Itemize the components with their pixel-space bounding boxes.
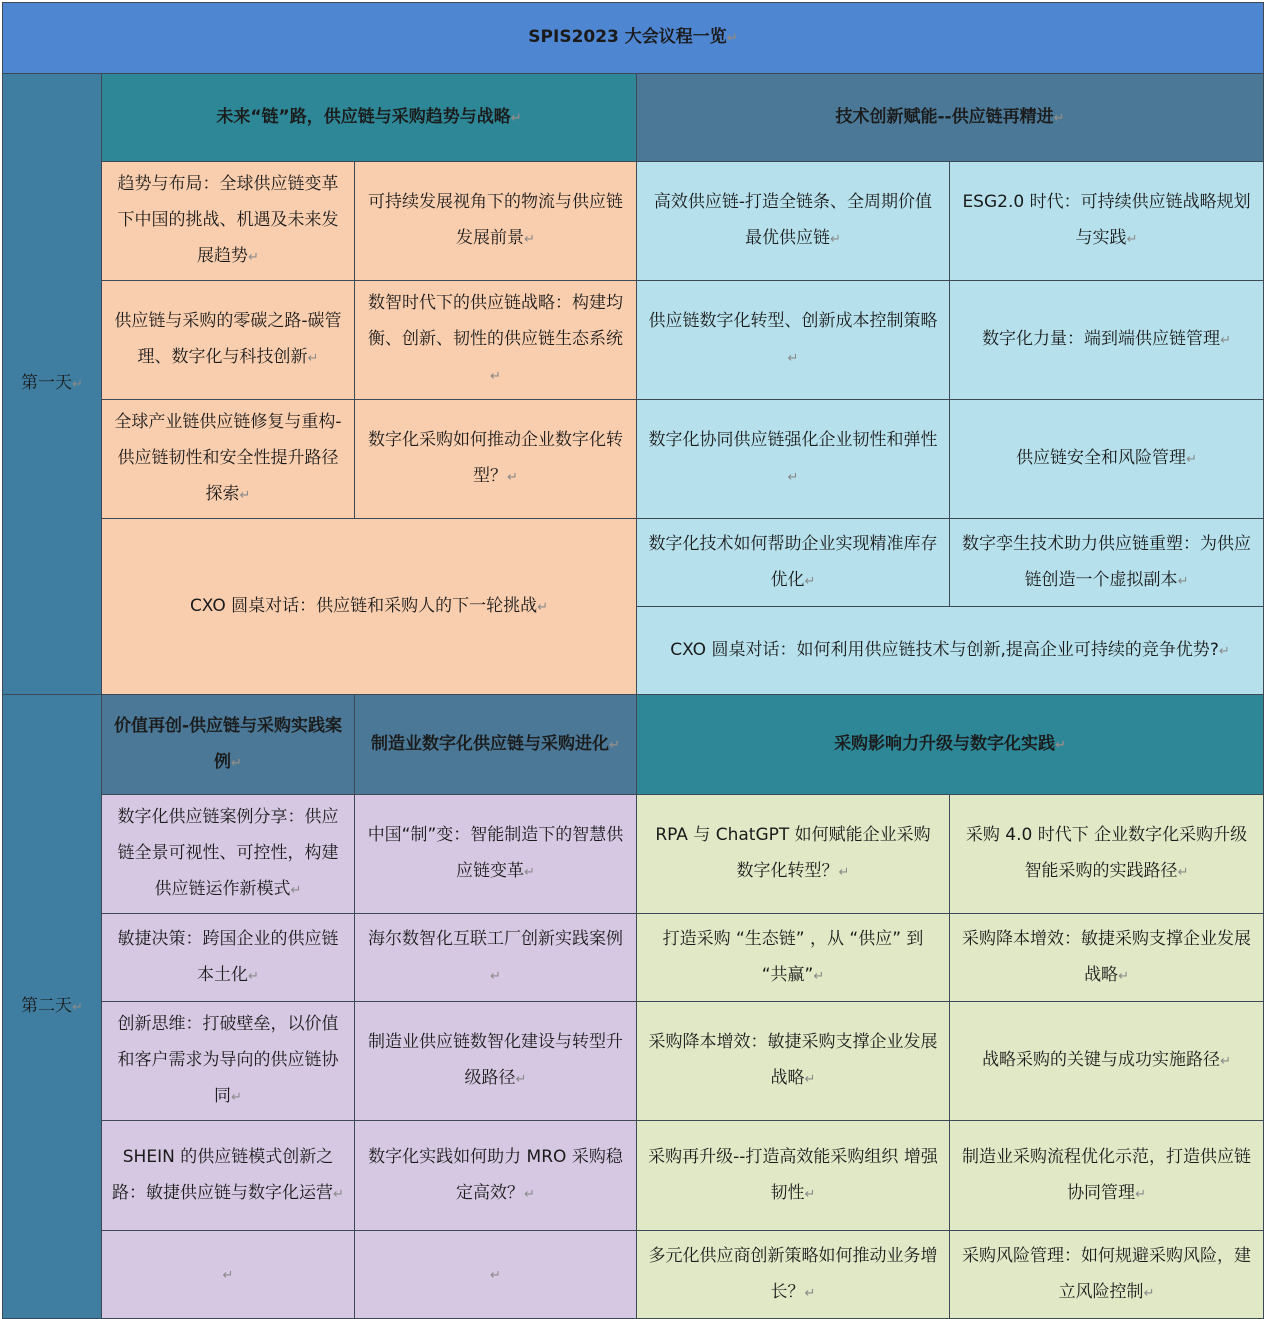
day-one-label: 第一天↵: [3, 74, 102, 695]
day-two-label: 第二天↵: [3, 695, 102, 1319]
session-cell: 制造业供应链数智化建设与转型升级路径↵: [355, 1002, 637, 1121]
session-cell: 数字化协同供应链强化企业韧性和弹性↵: [637, 400, 950, 519]
session-cell: 采购 4.0 时代下 企业数字化采购升级智能采购的实践路径↵: [950, 795, 1264, 914]
track-header-procurement: 采购影响力升级与数字化实践↵: [637, 695, 1264, 795]
session-cell: RPA 与 ChatGPT 如何赋能企业采购数字化转型？↵: [637, 795, 950, 914]
session-cell: 创新思维：打破壁垒，以价值和客户需求为导向的供应链协同↵: [102, 1002, 355, 1121]
session-cell: 高效供应链-打造全链条、全周期价值最优供应链↵: [637, 162, 950, 281]
session-cell: 数字化技术如何帮助企业实现精准库存优化↵: [637, 519, 950, 607]
session-cell: 采购再升级--打造高效能采购组织 增强韧性↵: [637, 1121, 950, 1231]
session-cell: 供应链与采购的零碳之路-碳管理、数字化与科技创新↵: [102, 281, 355, 400]
session-cell: 采购风险管理：如何规避采购风险，建立风险控制↵: [950, 1231, 1264, 1319]
session-cell: 多元化供应商创新策略如何推动业务增长？↵: [637, 1231, 950, 1319]
session-cell: ESG2.0 时代：可持续供应链战略规划与实践↵: [950, 162, 1264, 281]
session-cell: 可持续发展视角下的物流与供应链发展前景↵: [355, 162, 637, 281]
session-cell: 海尔数智化互联工厂创新实践案例↵: [355, 914, 637, 1002]
track-header-value-recreation: 价值再创-供应链与采购实践案例↵: [102, 695, 355, 795]
empty-cell: ↵: [355, 1231, 637, 1319]
session-cell: 敏捷决策：跨国企业的供应链本土化↵: [102, 914, 355, 1002]
session-cell: 数字化力量：端到端供应链管理↵: [950, 281, 1264, 400]
session-cell: 数字化采购如何推动企业数字化转型？↵: [355, 400, 637, 519]
session-cell: 数字孪生技术助力供应链重塑：为供应链创造一个虚拟副本↵: [950, 519, 1264, 607]
session-cell: 数字化实践如何助力 MRO 采购稳定高效？↵: [355, 1121, 637, 1231]
session-cell: 采购降本增效：敏捷采购支撑企业发展战略↵: [637, 1002, 950, 1121]
roundtable-cell: CXO 圆桌对话：如何利用供应链技术与创新,提高企业可持续的竞争优势?↵: [637, 607, 1264, 695]
track-header-tech-innovation: 技术创新赋能--供应链再精进↵: [637, 74, 1264, 162]
session-cell: 打造采购 “生态链” ，从 “供应” 到 “共赢”↵: [637, 914, 950, 1002]
session-cell: SHEIN 的供应链模式创新之路：敏捷供应链与数字化运营↵: [102, 1121, 355, 1231]
session-cell: 采购降本增效：敏捷采购支撑企业发展战略↵: [950, 914, 1264, 1002]
session-cell: 数智时代下的供应链战略：构建均衡、创新、韧性的供应链生态系统↵: [355, 281, 637, 400]
empty-cell: ↵: [102, 1231, 355, 1319]
session-cell: 数字化供应链案例分享：供应链全景可视性、可控性，构建供应链运作新模式↵: [102, 795, 355, 914]
session-cell: 中国“制”变：智能制造下的智慧供应链变革↵: [355, 795, 637, 914]
track-header-manufacturing: 制造业数字化供应链与采购进化↵: [355, 695, 637, 795]
session-cell: 供应链数字化转型、创新成本控制策略↵: [637, 281, 950, 400]
roundtable-cell: CXO 圆桌对话：供应链和采购人的下一轮挑战↵: [102, 519, 637, 695]
agenda-table: [2, 2, 1264, 1319]
agenda-title: SPIS2023 大会议程一览↵: [3, 3, 1264, 74]
session-cell: 供应链安全和风险管理↵: [950, 400, 1264, 519]
session-cell: 制造业采购流程优化示范，打造供应链协同管理↵: [950, 1121, 1264, 1231]
session-cell: 趋势与布局：全球供应链变革下中国的挑战、机遇及未来发展趋势↵: [102, 162, 355, 281]
session-cell: 全球产业链供应链修复与重构-供应链韧性和安全性提升路径探索↵: [102, 400, 355, 519]
track-header-future-chain: 未来“链”路，供应链与采购趋势与战略↵: [102, 74, 637, 162]
session-cell: 战略采购的关键与成功实施路径↵: [950, 1002, 1264, 1121]
